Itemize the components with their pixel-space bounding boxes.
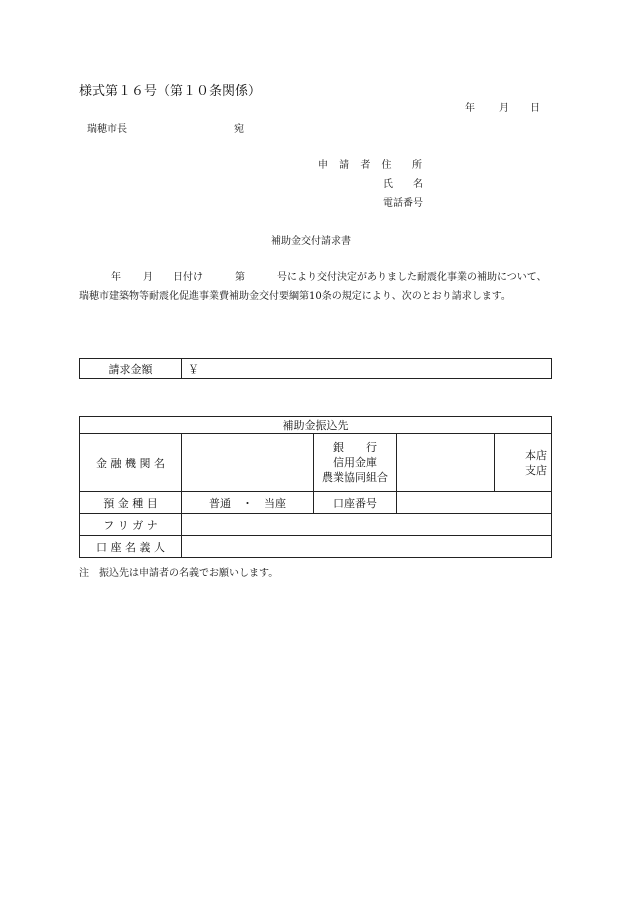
note: 注 振込先は申請者の名義でお願いします。 [79,568,279,579]
currency-symbol: ￥ [188,362,199,376]
applicant-name-label-a: 氏 [383,179,393,190]
form-number: 様式第１６号（第１０条関係） [79,84,262,99]
transfer-header: 補助金振込先 [80,417,552,434]
branch-type-head-office: 本店 [525,449,547,462]
amount-field[interactable] [182,359,552,379]
applicant-address-label-suffix: 所 [412,160,422,171]
account-holder-field[interactable] [182,536,552,558]
deposit-type-label: 預 金 種 目 [80,492,182,514]
furigana-field[interactable] [182,514,552,536]
applicant-address-label: 申 請 者 住 [318,160,396,171]
applicant-name-label-b: 名 [413,179,423,190]
deposit-type-options[interactable]: 普通 ・ 当座 [182,492,314,514]
addressee-suffix: 宛 [234,124,244,135]
bank-type-cell [314,434,397,492]
account-number-label: 口座番号 [314,492,397,514]
date-month-label: 月 [499,103,509,114]
date-year-label: 年 [465,103,475,114]
account-holder-label: 口 座 名 義 人 [80,536,182,558]
body-line1-rest: 号により交付決定がありました耐震化事業の補助について、 [277,272,547,283]
amount-table [79,358,552,379]
date-day-label: 日 [530,103,540,114]
document-title: 補助金交付請求書 [271,236,351,247]
institution-label: 金 融 機 関 名 [80,434,182,492]
body-month: 月 [143,272,153,283]
body-number-prefix: 第 [235,272,245,283]
bank-type-agricultural-coop: 農業協同組合 [322,471,388,484]
bank-type-bank: 銀 行 [333,441,377,454]
body-year: 年 [111,272,121,283]
institution-name-field[interactable] [182,434,314,492]
branch-type-branch: 支店 [525,464,547,477]
bank-type-credit-union: 信用金庫 [333,456,377,469]
branch-type-cell [495,434,552,492]
addressee-name: 瑞穂市長 [87,124,127,135]
applicant-phone-label: 電話番号 [383,198,423,209]
body-line2: 瑞穂市建築物等耐震化促進事業費補助金交付要綱第10条の規定により、次のとおり請求します。 [79,291,511,302]
furigana-label: フ リ ガ ナ [80,514,182,536]
transfer-table [79,416,552,558]
body-dated: 日付け [173,272,203,283]
amount-label: 請求金額 [80,359,182,379]
branch-name-field[interactable] [397,434,495,492]
account-number-field[interactable] [397,492,552,514]
